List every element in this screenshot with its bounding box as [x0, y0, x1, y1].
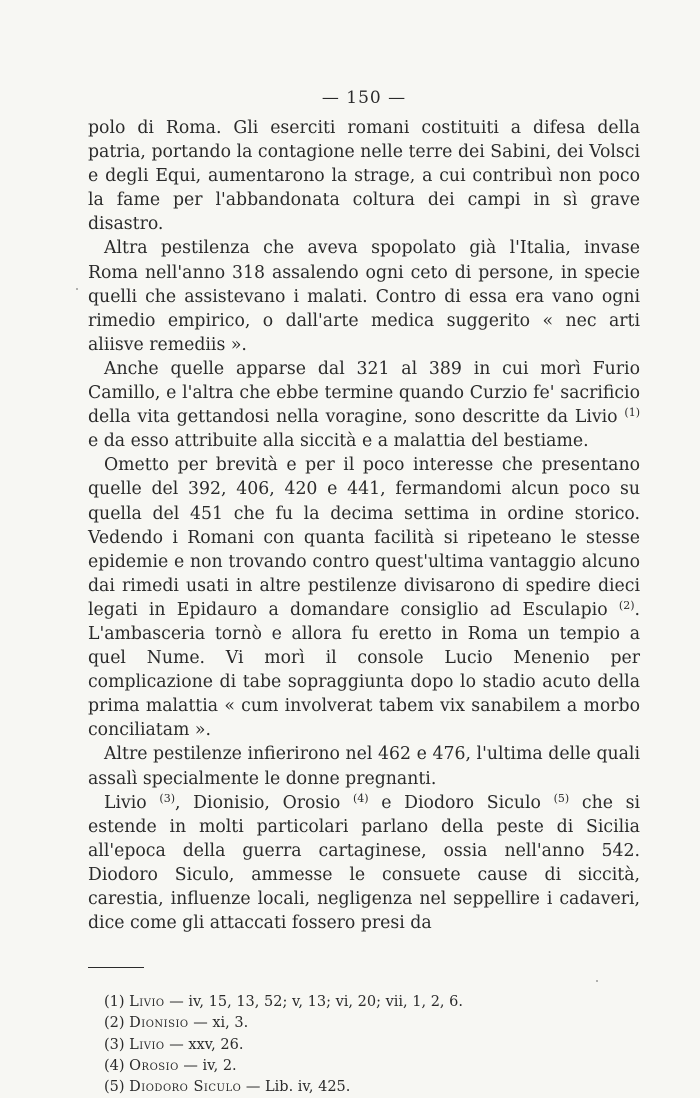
footnote-ref-4: (4): [352, 791, 369, 805]
footnote-divider: [88, 967, 144, 968]
footnote-3: [88, 1035, 640, 1056]
paragraph-6-text-a: Livio: [104, 792, 147, 813]
paragraph-3-text-a: Anche quelle apparse dal 321 al 389 in cui morì Furio Camillo, e l'altra che ebbe termine quando Curzio fe' sacrificio della vita gettandosi nella voragine, sono descritte da Livio: [88, 358, 640, 428]
footnote-number: (2): [104, 1015, 125, 1032]
paragraph-2: Altra pestilenza che aveva spopolato già l'Italia, invase Roma nell'anno 318 assalendo ogni ceto di persone, in specie quelli che assistevano i malati. Contro di essa era vano ogni rimedio empirico, o dall'arte medica suggerito « nec arti aliisve remediis ».: [88, 238, 640, 355]
footnote-ref-2: (2): [618, 598, 635, 612]
footnote-number: (4): [104, 1057, 125, 1074]
footnote-ref-3: (3): [159, 791, 175, 805]
footnote-number: (1): [104, 994, 125, 1011]
paragraph-1: polo di Roma. Gli eserciti romani costituiti a difesa della patria, portando la contagione nelle terre dei Sabini, dei Volsci e degli Equi, aumentarono la strage, a cui contribuì non poco la fame per l'abbandonata coltura dei campi in sì grave disastro.: [88, 118, 640, 235]
footnote-reference: — iv, 2.: [183, 1057, 237, 1074]
paragraph-3-text-b: e da esso attribuite alla siccità e a malattia del bestiame.: [88, 431, 589, 452]
footnote-ref-1: (1): [624, 406, 640, 420]
footnote-reference: — Lib. iv, 425.: [245, 1079, 351, 1095]
footnote-1: [88, 992, 640, 1013]
paragraph-4-text-b: . L'ambasceria tornò e allora fu eretto in Roma un tempio a quel Nume. Vi morì il console Lucio Menenio per complicazione di tabe sopraggiunta dopo lo stadio acuto della prima malattia « cum involverat tabem vix sanabilem a morbo conciliatam ».: [88, 599, 640, 741]
footnote-reference: — iv, 15, 13, 52; v, 13; vi, 20; vii, 1, 2, 6.: [169, 994, 463, 1011]
book-page: [88, 88, 640, 1098]
footnote-author: Livio: [129, 1036, 165, 1053]
footnote-reference: — xxv, 26.: [169, 1036, 244, 1053]
footnote-author: Orosio: [129, 1057, 179, 1074]
footnote-number: (5): [104, 1079, 125, 1095]
paragraph-3: [88, 357, 640, 453]
footnote-author: Dionisio: [129, 1015, 189, 1032]
footnotes-list: [88, 992, 640, 1098]
footnote-author: Diodoro Siculo: [129, 1079, 242, 1095]
footnote-number: (3): [104, 1036, 125, 1053]
footnote-5: [88, 1077, 640, 1098]
footnote-2: [88, 1013, 640, 1034]
paragraph-4-text-a: Ometto per brevità e per il poco interesse che presentano quelle del 392, 406, 420 e 441, fermandomi alcun poco su quella del 451 che fu la decima settima in ordine storico. Vedendo i Romani con quanta facilità si ripeteano le stesse epidemie e non trovando contro quest'ultima vantaggio alcuno dai rimedi usati in altre pestilenze divisarono di spedire dieci legati in Epidauro a domandare consiglio ad Esculapio: [88, 455, 640, 620]
footnote-author: Livio: [129, 994, 165, 1011]
body-text: [88, 116, 640, 935]
paragraph-5: Altre pestilenze infierirono nel 462 e 476, l'ultima delle quali assalì specialmente le donne pregnanti.: [88, 744, 640, 789]
paragraph-6: [88, 791, 640, 936]
footnote-reference: — xi, 3.: [193, 1015, 249, 1032]
paragraph-4: [88, 453, 640, 742]
paragraph-6-text-c: e Diodoro Siculo: [381, 792, 541, 813]
paragraph-6-text-d: che si estende in molti particolari parlano della peste di Sicilia all'epoca della guerra cartaginese, ossia nell'anno 542. Diodoro Siculo, ammesse le consuete cause di siccità, carestia, influenze locali, negligenza nel seppellire i cadaveri, dice come gli attaccati fossero presi da: [88, 792, 641, 934]
footnote-4: [88, 1056, 640, 1077]
scan-speck: [76, 288, 78, 290]
paragraph-6-text-b: , Dionisio, Orosio: [175, 792, 341, 813]
footnote-ref-5: (5): [553, 791, 570, 805]
scan-speck: [596, 980, 598, 982]
page-number: — 150 —: [321, 88, 407, 108]
